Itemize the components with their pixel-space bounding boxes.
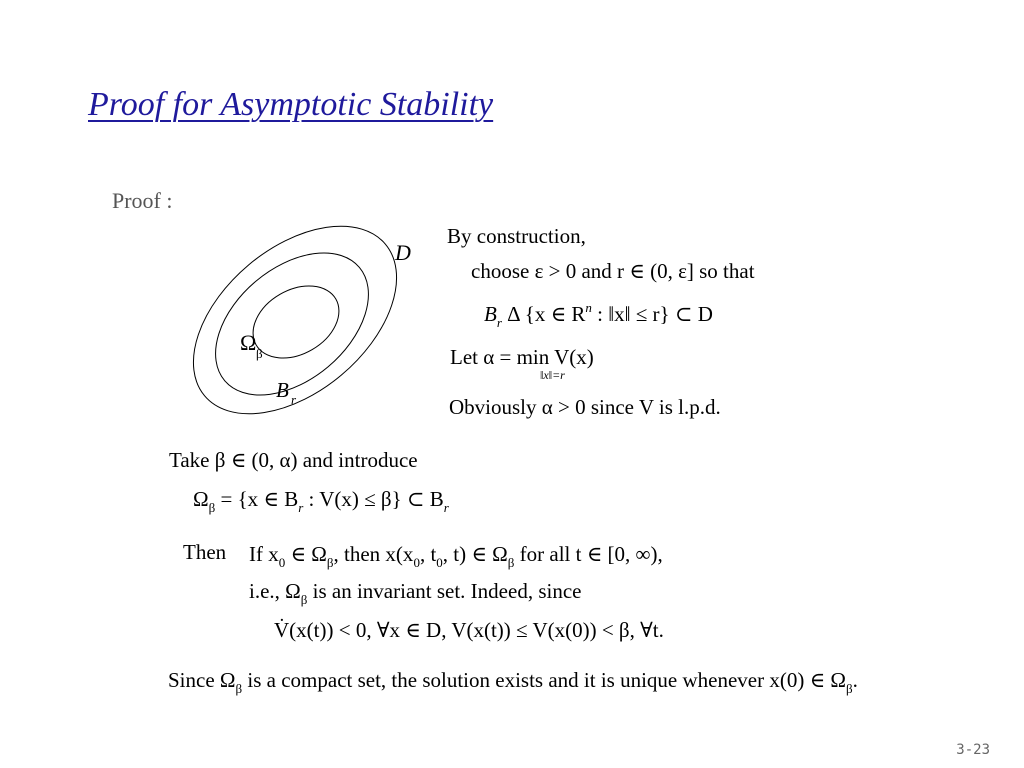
if-sub1: 0: [413, 555, 420, 570]
conclusion-line: [168, 668, 858, 696]
conclusion-head: Since Ω: [168, 668, 236, 692]
label-B-sub: r: [291, 392, 297, 407]
omega-def-sub2: r: [298, 500, 304, 515]
br-def-rest: Δ {x ∈ R: [501, 302, 586, 326]
vdot-line: V̇(x(t)) < 0, ∀x ∈ D, V(x(t)) ≤ V(x(0)) < β, ∀t.: [274, 618, 664, 642]
if-sub0: 0: [278, 555, 286, 570]
nested-sets-diagram: [180, 220, 420, 430]
label-B: B: [276, 378, 289, 402]
label-omega: Ω: [240, 330, 257, 355]
then-label: Then: [183, 540, 227, 564]
conclusion-sub2: β: [846, 681, 853, 696]
conclusion-mid: is a compact set, the solution exists and it is unique whenever x(0) ∈ Ω: [242, 668, 847, 692]
construction-heading: By construction,: [447, 224, 586, 248]
if-mid3: , t: [419, 542, 437, 566]
if-mid: ∈ Ω: [285, 542, 327, 566]
if-subb: β: [326, 555, 334, 570]
ie-line: [249, 579, 582, 607]
if-mid4: , t) ∈ Ω: [442, 542, 508, 566]
omega-def-mid2: : V(x) ≤ β} ⊂ B: [303, 487, 444, 511]
br-def-tail: : ‖x‖ ≤ r} ⊂ D: [591, 302, 713, 326]
let-line-sub: ‖x‖=r: [540, 368, 565, 382]
set-D-ellipse: [180, 220, 420, 430]
if-sub2: 0: [436, 555, 443, 570]
if-line: [249, 542, 663, 570]
if-head: If x: [249, 542, 279, 566]
if-tail: for all t ∈ [0, ∞),: [514, 542, 663, 566]
label-D: D: [395, 240, 411, 265]
if-subb2: β: [507, 555, 515, 570]
omega-def-sub3: r: [443, 500, 449, 515]
br-symbol: B: [484, 302, 497, 326]
let-line: Let α = min V(x): [450, 345, 594, 369]
br-sub: r: [496, 315, 502, 330]
proof-label: Proof :: [112, 188, 173, 213]
conclusion-tail: .: [852, 668, 858, 692]
conclusion-sub: β: [235, 681, 243, 696]
omega-def-sub: β: [208, 500, 216, 515]
omega-definition: [193, 487, 449, 515]
br-definition: [484, 300, 713, 330]
label-omega-sub: β: [256, 346, 263, 361]
ie-tail: is an invariant set. Indeed, since: [307, 579, 582, 603]
obviously-line: Obviously α > 0 since V is l.p.d.: [449, 395, 721, 419]
ie-head: i.e., Ω: [249, 579, 301, 603]
take-line: Take β ∈ (0, α) and introduce: [169, 448, 418, 472]
choose-line: choose ε > 0 and r ∈ (0, ε] so that: [471, 259, 755, 283]
if-mid2: , then x(x: [333, 542, 414, 566]
br-def-sup: n: [585, 300, 592, 315]
page-number: 3-23: [956, 742, 990, 758]
omega-def-head: Ω: [193, 487, 209, 511]
omega-def-mid: = {x ∈ B: [215, 487, 299, 511]
slide-title: Proof for Asymptotic Stability: [88, 86, 494, 123]
ie-sub: β: [300, 592, 308, 607]
